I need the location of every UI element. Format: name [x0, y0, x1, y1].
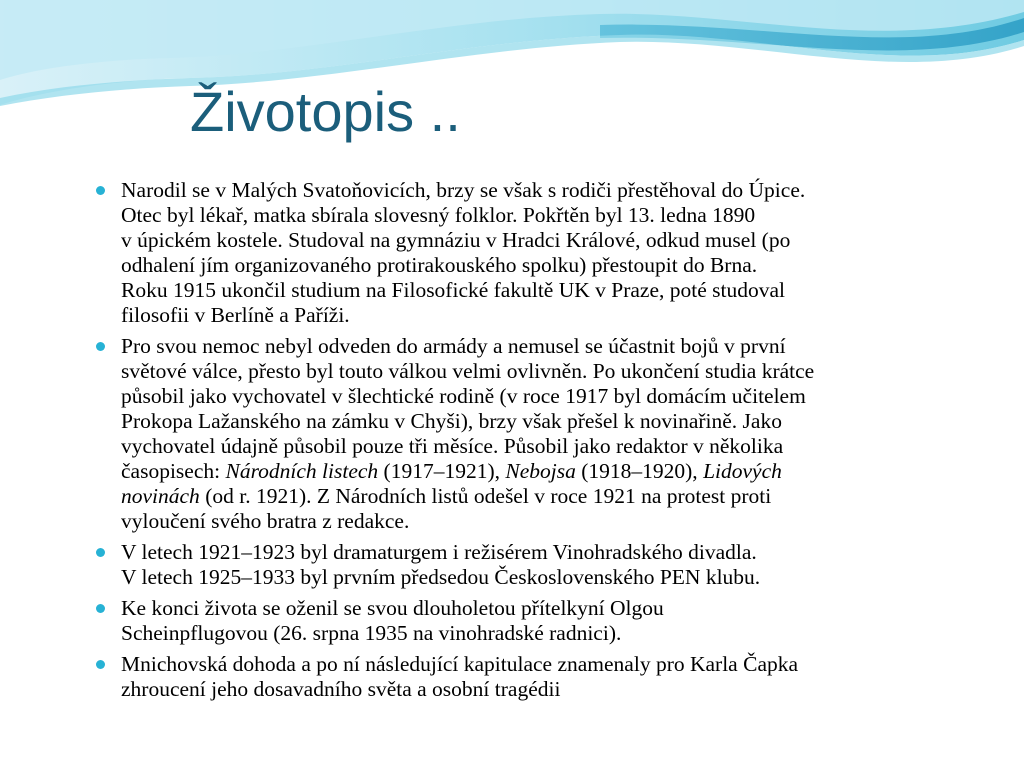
slide-title: Životopis ..	[190, 80, 461, 143]
bullet-5-line-2: zhroucení jeho dosavadního světa a osobní tragédii	[121, 677, 561, 701]
bullet-1-line-4: odhalení jím organizovaného protirakouského spolku) přestoupit do Brna.	[121, 253, 758, 277]
bullet-2-line-7	[121, 484, 1002, 509]
bullet-5-line-1: Mnichovská dohoda a po ní následující kapitulace znamenaly pro Karla Čapka	[121, 652, 799, 676]
bullet-1-line-3: v úpickém kostele. Studoval na gymnáziu v Hradci Králové, odkud musel (po	[121, 228, 791, 252]
bullet-3-line-1: V letech 1921–1923 byl dramaturgem i režisérem Vinohradského divadla.	[121, 540, 757, 564]
newspaper-lidove-noviny-part-2: novinách	[121, 484, 200, 508]
bullet-2-line-6-text-a: časopisech:	[121, 459, 226, 483]
newspaper-lidove-noviny-part-1: Lidových	[703, 459, 782, 483]
bullet-2-line-1: Pro svou nemoc nebyl odveden do armády a nemusel se účastnit bojů v první	[121, 334, 786, 358]
newspaper-nebojsa: Nebojsa	[505, 459, 576, 483]
bullet-2-line-7-text: (od r. 1921). Z Národních listů odešel v roce 1921 na protest proti	[199, 484, 772, 508]
header-wave-decoration	[0, 0, 1024, 140]
bullet-1-line-5: Roku 1915 ukončil studium na Filosofické fakultě UK v Praze, poté studoval	[121, 278, 786, 302]
bullet-4-line-1: Ke konci života se oženil se svou dlouholetou přítelkyní Olgou	[121, 596, 664, 620]
bullet-1-line-2: Otec byl lékař, matka sbírala slovesný folklor. Pokřtěn byl 13. ledna 1890	[121, 203, 756, 227]
bullet-item-career	[92, 334, 1002, 534]
bullet-2-line-6	[121, 459, 1002, 484]
bullet-2-line-5: vychovatel údajně působil pouze tři měsíce. Působil jako redaktor v několika	[121, 434, 784, 458]
bullet-item-birth-education	[92, 178, 1002, 328]
bullet-2-line-3: působil jako vychovatel v šlechtické rodině (v roce 1917 byl domácím učitelem	[121, 384, 806, 408]
bullet-4-line-2: Scheinpflugovou (26. srpna 1935 na vinohradské radnici).	[121, 621, 622, 645]
bullet-1-line-1: Narodil se v Malých Svatoňovicích, brzy se však s rodiči přestěhoval do Úpice.	[121, 178, 806, 202]
bullet-item-marriage	[92, 596, 1002, 646]
bullet-1-line-6: filosofii v Berlíně a Paříži.	[121, 303, 350, 327]
bullet-2-line-2: světové válce, přesto byl touto válkou velmi ovlivněn. Po ukončení studia krátce	[121, 359, 815, 383]
bullet-2-line-4: Prokopa Lažanského na zámku v Chyši), brzy však přešel k novinařině. Jako	[121, 409, 782, 433]
bullet-2-line-8: vyloučení svého bratra z redakce.	[121, 509, 410, 533]
newspaper-narodni-listy: Národních listech	[225, 459, 379, 483]
bullet-2-line-6-text-b: (1917–1921),	[378, 459, 506, 483]
bullet-2-line-6-text-c: (1918–1920),	[575, 459, 704, 483]
bullet-list	[92, 178, 1002, 708]
bullet-item-munich	[92, 652, 1002, 702]
bullet-item-theatre-pen	[92, 540, 1002, 590]
bullet-3-line-2: V letech 1925–1933 byl prvním předsedou Československého PEN klubu.	[121, 565, 761, 589]
